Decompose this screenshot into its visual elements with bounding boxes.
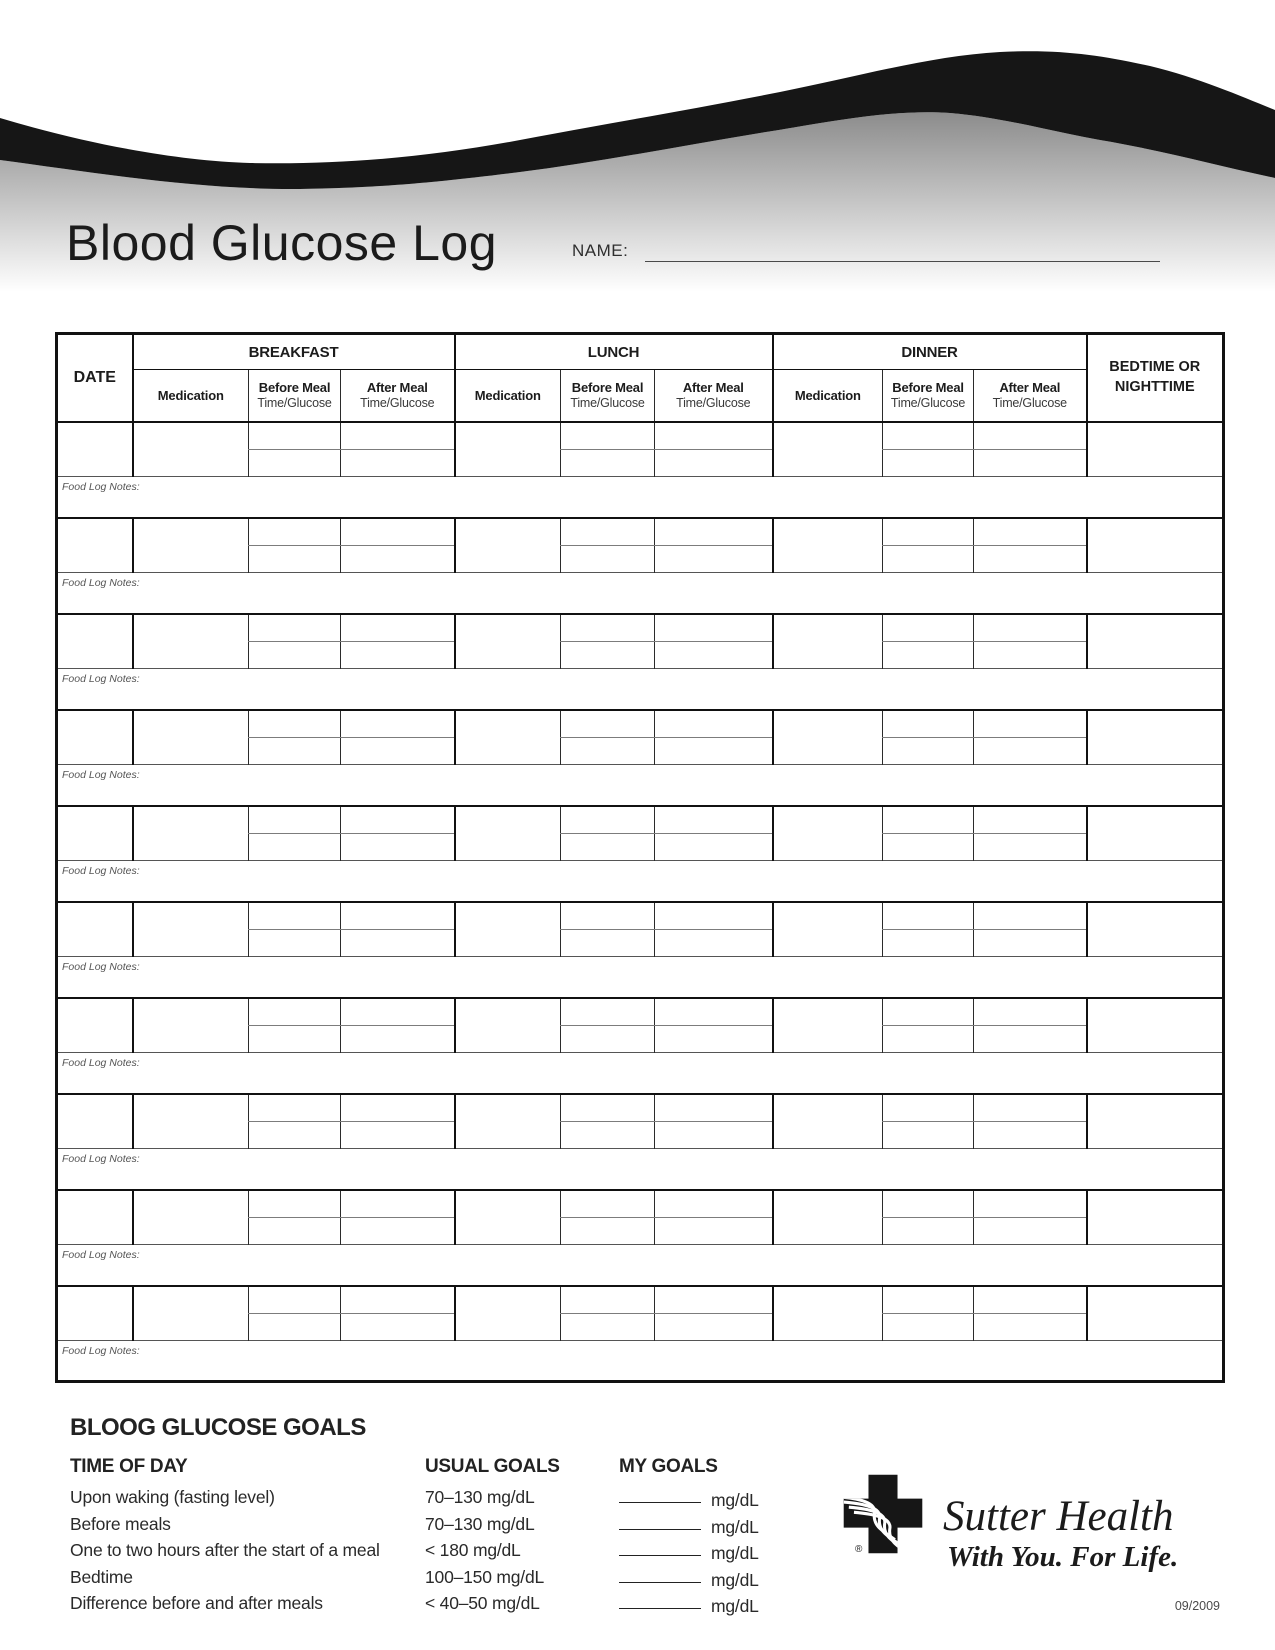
breakfast-before-meal-entry-1-cell[interactable] [249, 1190, 341, 1218]
lunch-medication-cell[interactable] [455, 1094, 561, 1149]
lunch-medication-cell[interactable] [455, 1190, 561, 1245]
breakfast-medication-cell[interactable] [133, 710, 249, 765]
lunch-before-meal-entry-1-cell[interactable] [561, 614, 655, 642]
brand-tagline: With You. For Life. [947, 1541, 1179, 1573]
lunch-after-meal-entry-1-cell[interactable] [655, 1286, 773, 1314]
food-log-notes-row [57, 957, 1224, 998]
food-log-notes-cell[interactable] [57, 573, 1224, 614]
dinner-medication-cell[interactable] [773, 614, 883, 669]
dinner-header: DINNER [773, 334, 1087, 370]
breakfast-medication-header [133, 370, 249, 422]
dinner-before-meal-header [883, 370, 974, 422]
breakfast-before-meal-entry-1-cell[interactable] [249, 710, 341, 738]
breakfast-medication-cell[interactable] [133, 902, 249, 957]
date-cell[interactable] [57, 518, 133, 573]
lunch-medication-cell[interactable] [455, 518, 561, 573]
dinner-after-meal-entry-1-cell[interactable] [974, 710, 1087, 738]
breakfast-before-meal-entry-2-cell[interactable] [249, 546, 341, 573]
lunch-before-meal-entry-2-cell[interactable] [561, 642, 655, 669]
goal-usual-value: 70–130 mg/dL [425, 1487, 535, 1507]
dinner-after-meal-entry-1-cell[interactable] [974, 902, 1087, 930]
dinner-after-meal-entry-1-cell[interactable] [974, 806, 1087, 834]
breakfast-after-meal-entry-1-cell[interactable] [341, 614, 455, 642]
after-meal-label: After Meal [682, 380, 744, 396]
dinner-before-meal-entry-2-cell[interactable] [883, 1314, 974, 1341]
date-cell[interactable] [57, 422, 133, 477]
breakfast-after-meal-entry-1-cell[interactable] [341, 806, 455, 834]
lunch-after-meal-entry-2-cell[interactable] [655, 930, 773, 957]
breakfast-before-meal-entry-1-cell[interactable] [249, 998, 341, 1026]
dinner-after-meal-header [974, 370, 1087, 422]
bedtime-cell[interactable] [1087, 710, 1224, 765]
breakfast-before-meal-entry-1-cell[interactable] [249, 614, 341, 642]
my-goal-blank[interactable] [619, 1542, 701, 1556]
lunch-after-meal-entry-1-cell[interactable] [655, 806, 773, 834]
food-log-notes-label: Food Log Notes: [62, 673, 140, 685]
my-goal-blank[interactable] [619, 1569, 701, 1583]
goal-time-of-day: Before meals [70, 1513, 171, 1534]
dinner-after-meal-entry-2-cell[interactable] [974, 930, 1087, 957]
dinner-before-meal-entry-1-cell[interactable] [883, 614, 974, 642]
lunch-before-meal-entry-1-cell[interactable] [561, 1190, 655, 1218]
log-row [57, 614, 1224, 642]
time-glucose-label: Time/Glucose [257, 396, 332, 411]
food-log-notes-label: Food Log Notes: [62, 1249, 140, 1261]
lunch-medication-cell[interactable] [455, 710, 561, 765]
breakfast-after-meal-entry-2-cell[interactable] [341, 450, 455, 477]
lunch-before-meal-entry-2-cell[interactable] [561, 546, 655, 573]
food-log-notes-cell[interactable] [57, 1245, 1224, 1286]
dinner-after-meal-entry-1-cell[interactable] [974, 998, 1087, 1026]
breakfast-before-meal-entry-2-cell[interactable] [249, 1218, 341, 1245]
lunch-after-meal-entry-2-cell[interactable] [655, 738, 773, 765]
name-input-line[interactable] [645, 261, 1160, 262]
my-goals-column-header: MY GOALS [619, 1456, 718, 1477]
breakfast-before-meal-entry-2-cell[interactable] [249, 1122, 341, 1149]
dinner-before-meal-entry-2-cell[interactable] [883, 642, 974, 669]
time-glucose-label: Time/Glucose [570, 396, 645, 411]
log-row [57, 710, 1224, 738]
lunch-before-meal-entry-1-cell[interactable] [561, 1286, 655, 1314]
date-cell[interactable] [57, 806, 133, 861]
dinner-after-meal-entry-1-cell[interactable] [974, 1190, 1087, 1218]
log-table-body [57, 422, 1224, 1382]
date-cell[interactable] [57, 1286, 133, 1341]
breakfast-before-meal-entry-1-cell[interactable] [249, 902, 341, 930]
goals-heading: BLOOG GLUCOSE GOALS [70, 1414, 366, 1441]
food-log-notes-label: Food Log Notes: [62, 1057, 140, 1069]
breakfast-after-meal-entry-1-cell[interactable] [341, 1094, 455, 1122]
breakfast-after-meal-entry-1-cell[interactable] [341, 998, 455, 1026]
dinner-before-meal-entry-1-cell[interactable] [883, 1190, 974, 1218]
food-log-notes-label: Food Log Notes: [62, 1345, 140, 1357]
lunch-after-meal-entry-2-cell[interactable] [655, 1026, 773, 1053]
version-date: 09/2009 [1174, 1599, 1220, 1613]
lunch-medication-header [455, 370, 561, 422]
bedtime-cell[interactable] [1087, 902, 1224, 957]
breakfast-after-meal-entry-2-cell[interactable] [341, 642, 455, 669]
dinner-after-meal-entry-1-cell[interactable] [974, 422, 1087, 450]
goal-time-of-day: Difference before and after meals [70, 1593, 323, 1613]
lunch-medication-cell[interactable] [455, 422, 561, 477]
breakfast-after-meal-entry-2-cell[interactable] [341, 1314, 455, 1341]
before-meal-label: Before Meal [571, 380, 644, 396]
breakfast-after-meal-entry-2-cell[interactable] [341, 1218, 455, 1245]
breakfast-after-meal-entry-2-cell[interactable] [341, 546, 455, 573]
medication-label: Medication [157, 387, 224, 403]
dinner-medication-cell[interactable] [773, 998, 883, 1053]
bedtime-cell[interactable] [1087, 1094, 1224, 1149]
dinner-after-meal-entry-2-cell[interactable] [974, 1122, 1087, 1149]
usual-goals-column-header: USUAL GOALS [425, 1456, 560, 1477]
food-log-notes-label: Food Log Notes: [62, 865, 140, 877]
lunch-before-meal-entry-1-cell[interactable] [561, 902, 655, 930]
breakfast-after-meal-entry-2-cell[interactable] [341, 930, 455, 957]
time-glucose-label: Time/Glucose [890, 396, 966, 411]
log-row [57, 998, 1224, 1026]
medication-label: Medication [474, 387, 541, 403]
food-log-notes-row [57, 1245, 1224, 1286]
lunch-after-meal-entry-2-cell[interactable] [655, 642, 773, 669]
date-column-header: DATE [57, 334, 133, 422]
dinner-before-meal-entry-2-cell[interactable] [883, 1026, 974, 1053]
breakfast-after-meal-entry-2-cell[interactable] [341, 834, 455, 861]
breakfast-before-meal-entry-2-cell[interactable] [249, 1314, 341, 1341]
breakfast-medication-cell[interactable] [133, 422, 249, 477]
dinner-after-meal-entry-2-cell[interactable] [974, 1218, 1087, 1245]
food-log-notes-label: Food Log Notes: [62, 961, 140, 973]
dinner-before-meal-entry-2-cell[interactable] [883, 450, 974, 477]
dinner-after-meal-entry-2-cell[interactable] [974, 450, 1087, 477]
goal-usual-value: 70–130 mg/dL [425, 1513, 535, 1534]
breakfast-header: BREAKFAST [133, 334, 455, 370]
food-log-notes-label: Food Log Notes: [62, 481, 140, 493]
goal-unit: mg/dL [711, 1569, 759, 1590]
dinner-medication-cell[interactable] [773, 1286, 883, 1341]
goal-unit: mg/dL [711, 1516, 759, 1537]
dinner-medication-cell[interactable] [773, 1190, 883, 1245]
log-row [57, 806, 1224, 834]
dinner-after-meal-entry-1-cell[interactable] [974, 1094, 1087, 1122]
food-log-notes-cell[interactable] [57, 957, 1224, 998]
breakfast-after-meal-entry-2-cell[interactable] [341, 1122, 455, 1149]
goal-unit: mg/dL [711, 1490, 759, 1510]
time-of-day-column-header: TIME OF DAY [70, 1456, 188, 1477]
breakfast-after-meal-entry-1-cell[interactable] [341, 422, 455, 450]
goal-my-value [619, 1567, 759, 1590]
lunch-after-meal-entry-2-cell[interactable] [655, 1218, 773, 1245]
bedtime-cell[interactable] [1087, 998, 1224, 1053]
goal-row [70, 1511, 810, 1538]
breakfast-after-meal-header [341, 370, 455, 422]
goal-time-of-day: One to two hours after the start of a meal [70, 1540, 380, 1560]
my-goal-blank[interactable] [619, 1489, 701, 1503]
before-meal-label: Before Meal [258, 380, 331, 396]
dinner-before-meal-entry-2-cell[interactable] [883, 1218, 974, 1245]
food-log-notes-cell[interactable] [57, 765, 1224, 806]
breakfast-before-meal-entry-2-cell[interactable] [249, 930, 341, 957]
dinner-before-meal-entry-2-cell[interactable] [883, 738, 974, 765]
food-log-notes-cell[interactable] [57, 1341, 1224, 1382]
breakfast-after-meal-entry-1-cell[interactable] [341, 710, 455, 738]
lunch-before-meal-entry-1-cell[interactable] [561, 998, 655, 1026]
breakfast-before-meal-header [249, 370, 341, 422]
breakfast-before-meal-entry-1-cell[interactable] [249, 422, 341, 450]
lunch-after-meal-entry-1-cell[interactable] [655, 614, 773, 642]
food-log-notes-row [57, 1149, 1224, 1190]
brand-name: Sutter Health [943, 1493, 1174, 1540]
time-glucose-label: Time/Glucose [360, 396, 435, 411]
breakfast-before-meal-entry-1-cell[interactable] [249, 518, 341, 546]
dinner-before-meal-entry-1-cell[interactable] [883, 518, 974, 546]
date-cell[interactable] [57, 614, 133, 669]
dinner-medication-cell[interactable] [773, 806, 883, 861]
glucose-log-table [55, 332, 1225, 1383]
lunch-medication-cell[interactable] [455, 998, 561, 1053]
dinner-medication-header [773, 370, 883, 422]
dinner-after-meal-entry-2-cell[interactable] [974, 738, 1087, 765]
goal-time-of-day: Upon waking (fasting level) [70, 1487, 275, 1507]
food-log-notes-cell[interactable] [57, 1149, 1224, 1190]
logo-cross [844, 1475, 923, 1554]
dinner-before-meal-entry-1-cell[interactable] [883, 902, 974, 930]
breakfast-after-meal-entry-1-cell[interactable] [341, 902, 455, 930]
lunch-before-meal-entry-1-cell[interactable] [561, 710, 655, 738]
breakfast-medication-cell[interactable] [133, 1190, 249, 1245]
dinner-before-meal-entry-1-cell[interactable] [883, 806, 974, 834]
page-title: Blood Glucose Log [66, 215, 498, 271]
breakfast-after-meal-entry-1-cell[interactable] [341, 518, 455, 546]
date-cell[interactable] [57, 902, 133, 957]
lunch-after-meal-entry-1-cell[interactable] [655, 518, 773, 546]
food-log-notes-row [57, 861, 1224, 902]
date-cell[interactable] [57, 1190, 133, 1245]
food-log-notes-row [57, 765, 1224, 806]
name-label: NAME: [572, 241, 629, 260]
dinner-medication-cell[interactable] [773, 422, 883, 477]
dinner-before-meal-entry-1-cell[interactable] [883, 1094, 974, 1122]
lunch-after-meal-entry-2-cell[interactable] [655, 546, 773, 573]
lunch-before-meal-header [561, 370, 655, 422]
dinner-before-meal-entry-2-cell[interactable] [883, 834, 974, 861]
lunch-medication-cell[interactable] [455, 902, 561, 957]
log-row [57, 518, 1224, 546]
breakfast-before-meal-entry-2-cell[interactable] [249, 738, 341, 765]
breakfast-medication-cell[interactable] [133, 998, 249, 1053]
dinner-after-meal-entry-2-cell[interactable] [974, 546, 1087, 573]
bedtime-column-header: BEDTIME OR NIGHTTIME [1087, 334, 1224, 422]
lunch-before-meal-entry-1-cell[interactable] [561, 422, 655, 450]
lunch-after-meal-entry-1-cell[interactable] [655, 422, 773, 450]
lunch-after-meal-entry-2-cell[interactable] [655, 1314, 773, 1341]
goal-time-of-day: Bedtime [70, 1566, 133, 1587]
breakfast-before-meal-entry-2-cell[interactable] [249, 1026, 341, 1053]
lunch-before-meal-entry-2-cell[interactable] [561, 1026, 655, 1053]
food-log-notes-label: Food Log Notes: [62, 1153, 140, 1165]
lunch-after-meal-entry-1-cell[interactable] [655, 1094, 773, 1122]
dinner-before-meal-entry-2-cell[interactable] [883, 1122, 974, 1149]
log-row [57, 1190, 1224, 1218]
lunch-after-meal-entry-2-cell[interactable] [655, 834, 773, 861]
dinner-before-meal-entry-1-cell[interactable] [883, 422, 974, 450]
lunch-before-meal-entry-2-cell[interactable] [561, 1218, 655, 1245]
breakfast-medication-cell[interactable] [133, 614, 249, 669]
breakfast-medication-cell[interactable] [133, 1286, 249, 1341]
dinner-after-meal-entry-2-cell[interactable] [974, 834, 1087, 861]
date-cell[interactable] [57, 998, 133, 1053]
goal-my-value [619, 1514, 759, 1537]
dinner-after-meal-entry-1-cell[interactable] [974, 614, 1087, 642]
medication-label: Medication [794, 387, 861, 403]
log-row [57, 902, 1224, 930]
log-row [57, 422, 1224, 450]
food-log-notes-row [57, 1053, 1224, 1094]
lunch-before-meal-entry-1-cell[interactable] [561, 1094, 655, 1122]
lunch-before-meal-entry-1-cell[interactable] [561, 806, 655, 834]
food-log-notes-row [57, 573, 1224, 614]
dinner-after-meal-entry-1-cell[interactable] [974, 1286, 1087, 1314]
lunch-before-meal-entry-2-cell[interactable] [561, 450, 655, 477]
food-log-notes-cell[interactable] [57, 669, 1224, 710]
breakfast-medication-cell[interactable] [133, 518, 249, 573]
lunch-before-meal-entry-2-cell[interactable] [561, 834, 655, 861]
food-log-notes-row [57, 1341, 1224, 1382]
dinner-before-meal-entry-1-cell[interactable] [883, 1286, 974, 1314]
lunch-after-meal-entry-2-cell[interactable] [655, 450, 773, 477]
food-log-notes-cell[interactable] [57, 861, 1224, 902]
date-cell[interactable] [57, 710, 133, 765]
goal-unit: mg/dL [711, 1543, 759, 1563]
breakfast-before-meal-entry-1-cell[interactable] [249, 806, 341, 834]
goal-row [70, 1590, 810, 1617]
sutter-health-logo-icon [841, 1473, 925, 1555]
dinner-medication-cell[interactable] [773, 518, 883, 573]
dinner-after-meal-entry-1-cell[interactable] [974, 518, 1087, 546]
breakfast-before-meal-entry-1-cell[interactable] [249, 1094, 341, 1122]
lunch-after-meal-entry-1-cell[interactable] [655, 1190, 773, 1218]
goal-unit: mg/dL [711, 1596, 759, 1616]
lunch-after-meal-entry-1-cell[interactable] [655, 998, 773, 1026]
lunch-before-meal-entry-2-cell[interactable] [561, 1122, 655, 1149]
time-glucose-label: Time/Glucose [992, 396, 1067, 411]
lunch-after-meal-entry-1-cell[interactable] [655, 710, 773, 738]
lunch-before-meal-entry-2-cell[interactable] [561, 930, 655, 957]
my-goal-blank[interactable] [619, 1595, 701, 1609]
goal-usual-value: 100–150 mg/dL [425, 1566, 545, 1587]
goals-column-headers [70, 1456, 810, 1484]
food-log-notes-row [57, 669, 1224, 710]
bedtime-cell[interactable] [1087, 422, 1224, 477]
goal-row [70, 1537, 810, 1564]
dinner-before-meal-entry-2-cell[interactable] [883, 546, 974, 573]
bedtime-cell[interactable] [1087, 518, 1224, 573]
bedtime-cell[interactable] [1087, 806, 1224, 861]
goal-my-value [619, 1487, 759, 1510]
bedtime-cell[interactable] [1087, 1190, 1224, 1245]
breakfast-after-meal-entry-2-cell[interactable] [341, 738, 455, 765]
breakfast-medication-cell[interactable] [133, 806, 249, 861]
breakfast-after-meal-entry-1-cell[interactable] [341, 1190, 455, 1218]
bedtime-cell[interactable] [1087, 1286, 1224, 1341]
date-cell[interactable] [57, 1094, 133, 1149]
dinner-after-meal-entry-2-cell[interactable] [974, 642, 1087, 669]
goal-usual-value: < 40–50 mg/dL [425, 1593, 540, 1613]
food-log-notes-cell[interactable] [57, 1053, 1224, 1094]
lunch-header: LUNCH [455, 334, 773, 370]
after-meal-label: After Meal [366, 380, 428, 396]
lunch-after-meal-entry-1-cell[interactable] [655, 902, 773, 930]
my-goal-blank[interactable] [619, 1516, 701, 1530]
lunch-medication-cell[interactable] [455, 806, 561, 861]
lunch-after-meal-entry-2-cell[interactable] [655, 1122, 773, 1149]
lunch-before-meal-entry-1-cell[interactable] [561, 518, 655, 546]
time-glucose-label: Time/Glucose [676, 396, 751, 411]
goal-row [70, 1564, 810, 1591]
food-log-notes-label: Food Log Notes: [62, 577, 140, 589]
blood-glucose-goals-section [70, 1414, 810, 1617]
log-row [57, 1286, 1224, 1314]
goal-my-value [619, 1540, 759, 1563]
lunch-before-meal-entry-2-cell[interactable] [561, 738, 655, 765]
dinner-medication-cell[interactable] [773, 902, 883, 957]
dinner-after-meal-entry-2-cell[interactable] [974, 1314, 1087, 1341]
before-meal-label: Before Meal [892, 380, 964, 396]
goal-usual-value: < 180 mg/dL [425, 1540, 521, 1560]
food-log-notes-row [57, 477, 1224, 518]
breakfast-before-meal-entry-1-cell[interactable] [249, 1286, 341, 1314]
lunch-medication-cell[interactable] [455, 614, 561, 669]
registered-trademark: ® [855, 1544, 863, 1555]
breakfast-after-meal-entry-1-cell[interactable] [341, 1286, 455, 1314]
breakfast-before-meal-entry-2-cell[interactable] [249, 834, 341, 861]
food-log-notes-cell[interactable] [57, 477, 1224, 518]
breakfast-before-meal-entry-2-cell[interactable] [249, 642, 341, 669]
log-row [57, 1094, 1224, 1122]
bedtime-cell[interactable] [1087, 614, 1224, 669]
dinner-before-meal-entry-2-cell[interactable] [883, 930, 974, 957]
dinner-medication-cell[interactable] [773, 1094, 883, 1149]
breakfast-medication-cell[interactable] [133, 1094, 249, 1149]
breakfast-after-meal-entry-2-cell[interactable] [341, 1026, 455, 1053]
dinner-after-meal-entry-2-cell[interactable] [974, 1026, 1087, 1053]
after-meal-label: After Meal [999, 380, 1061, 396]
lunch-before-meal-entry-2-cell[interactable] [561, 1314, 655, 1341]
lunch-after-meal-header [655, 370, 773, 422]
dinner-medication-cell[interactable] [773, 710, 883, 765]
dinner-before-meal-entry-1-cell[interactable] [883, 998, 974, 1026]
goal-my-value [619, 1593, 759, 1616]
food-log-notes-label: Food Log Notes: [62, 769, 140, 781]
dinner-before-meal-entry-1-cell[interactable] [883, 710, 974, 738]
goal-row [70, 1484, 810, 1511]
breakfast-before-meal-entry-2-cell[interactable] [249, 450, 341, 477]
lunch-medication-cell[interactable] [455, 1286, 561, 1341]
